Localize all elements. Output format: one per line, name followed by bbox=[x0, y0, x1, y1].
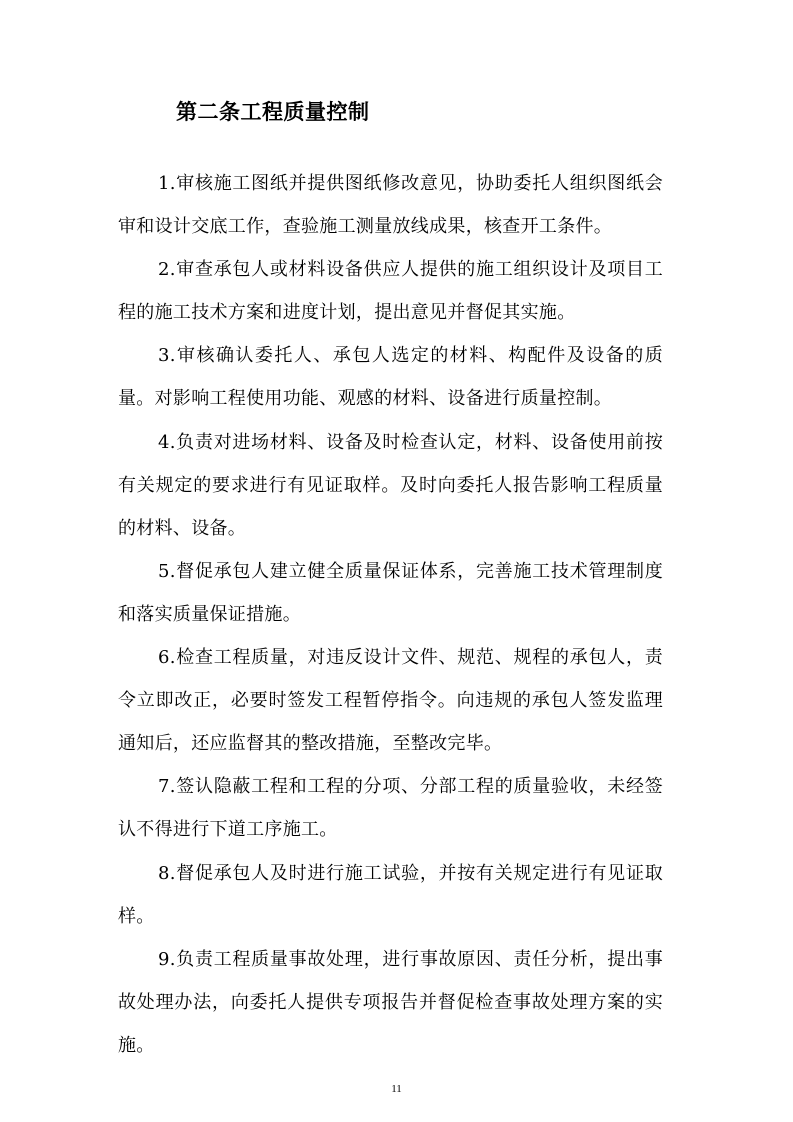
paragraph-8: 8.督促承包人及时进行施工试验，并按有关规定进行有见证取样。 bbox=[118, 862, 663, 927]
paragraph-5: 5.督促承包人建立健全质量保证体系，完善施工技术管理制度和落实质量保证措施。 bbox=[118, 560, 663, 625]
paragraph-1: 1.审核施工图纸并提供图纸修改意见，协助委托人组织图纸会审和设计交底工作，查验施工测量放线成果，核查开工条件。 bbox=[118, 173, 663, 238]
paragraph-9: 9.负责工程质量事故处理，进行事故原因、责任分析，提出事故处理办法，向委托人提供专项报告并督促检查事故处理方案的实施。 bbox=[118, 948, 663, 1056]
paragraph-7: 7.签认隐蔽工程和工程的分项、分部工程的质量验收，未经签认不得进行下道工序施工。 bbox=[118, 776, 663, 841]
section-title: 第二条工程质量控制 bbox=[176, 99, 370, 124]
paragraph-4: 4.负责对进场材料、设备及时检查认定，材料、设备使用前按有关规定的要求进行有见证取样。及时向委托人报告影响工程质量的材料、设备。 bbox=[118, 431, 663, 539]
paragraph-6: 6.检查工程质量，对违反设计文件、规范、规程的承包人，责令立即改正，必要时签发工程暂停指令。向违规的承包人签发监理通知后，还应监督其的整改措施，至整改完毕。 bbox=[118, 647, 663, 755]
page-number: 11 bbox=[391, 1083, 402, 1095]
paragraph-2: 2.审查承包人或材料设备供应人提供的施工组织设计及项目工程的施工技术方案和进度计划，提出意见并督促其实施。 bbox=[118, 259, 663, 324]
paragraph-3: 3.审核确认委托人、承包人选定的材料、构配件及设备的质量。对影响工程使用功能、观感的材料、设备进行质量控制。 bbox=[118, 345, 663, 410]
body-text bbox=[118, 162, 663, 1067]
